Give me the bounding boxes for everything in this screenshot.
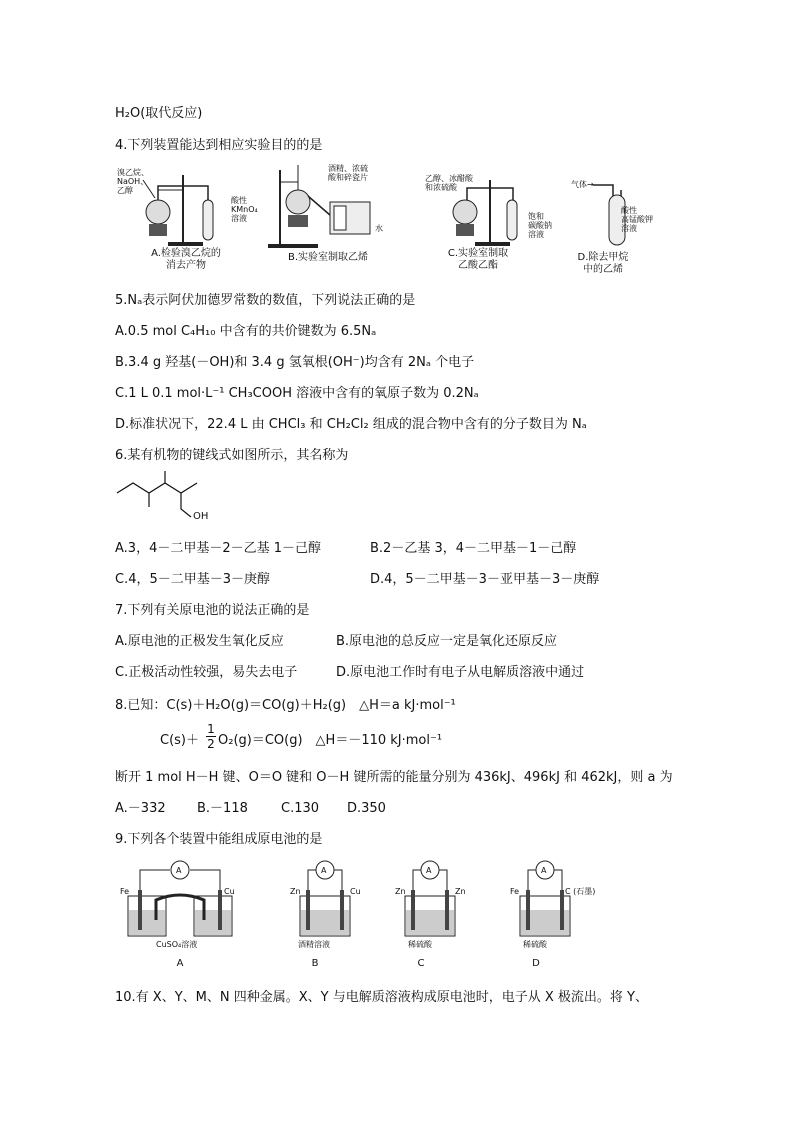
cell-b-left-electrode: Zn xyxy=(290,887,301,896)
cell-a-right-electrode: Cu xyxy=(224,887,235,896)
q8-equation2-left: C(s)＋ xyxy=(160,733,199,748)
q8-option-a: A.－332 xyxy=(115,801,166,816)
ammeter-label: A xyxy=(426,866,432,875)
ammeter-label: A xyxy=(541,866,547,875)
fig4-c-label: 乙醇、冰醋酸 和浓硫酸 xyxy=(425,174,473,192)
question-5: 5.Nₐ表示阿伏加德罗常数的数值，下列说法正确的是 xyxy=(115,293,416,308)
question-8: 8.已知：C(s)＋H₂O(g)＝CO(g)＋H₂(g) △H＝a kJ·mol⁻¹ xyxy=(115,698,456,713)
fig4-a-label: 溴乙烷、 NaOH、 乙醇 xyxy=(117,168,149,195)
question-4: 4.下列装置能达到相应实验目的的是 xyxy=(115,138,323,153)
cell-d-solution: 稀硫酸 xyxy=(523,940,547,949)
apparatus-d-drawing xyxy=(583,160,643,250)
cell-d-caption: D xyxy=(532,958,540,969)
q8-option-c: C.130 xyxy=(281,801,320,816)
cell-b-right-electrode: Cu xyxy=(350,887,361,896)
cell-b-solution: 酒精溶液 xyxy=(298,940,330,949)
hydroxyl-label: OH xyxy=(193,511,209,522)
figure-q9 xyxy=(120,860,600,975)
cell-c-left-electrode: Zn xyxy=(395,887,406,896)
cell-c-right-electrode: Zn xyxy=(455,887,466,896)
fig4-b-label: 酒精、浓硫 酸和碎瓷片 xyxy=(328,164,368,182)
fig4-a-right: 酸性 KMnO₄ 溶液 xyxy=(231,196,258,223)
question-6: 6.某有机物的键线式如图所示，其名称为 xyxy=(115,448,349,463)
fraction-numerator: 1 xyxy=(207,722,215,736)
q7-option-b: B.原电池的总反应一定是氧化还原反应 xyxy=(336,634,558,649)
cell-a-solution: CuSO₄溶液 xyxy=(156,940,198,949)
fig4-b-water: 水 xyxy=(375,224,383,233)
q6-option-b: B.2－乙基 3，4－二甲基－1－己醇 xyxy=(370,541,577,556)
q8-fraction xyxy=(206,722,216,751)
q8-bond-energies: 断开 1 mol H－H 键、O＝O 键和 O－H 键所需的能量分别为 436kJ、496kJ 和 462kJ，则 a 为 xyxy=(115,770,673,785)
q8-option-b: B.－118 xyxy=(197,801,248,816)
q5-option-d: D.标准状况下，22.4 L 由 CHCl₃ 和 CH₂Cl₂ 组成的混合物中含有的分子数目为 Nₐ xyxy=(115,417,587,432)
cell-c-caption: C xyxy=(417,958,425,969)
cell-b-caption: B xyxy=(311,958,319,969)
q7-option-a: A.原电池的正极发生氧化反应 xyxy=(115,634,284,649)
fig4-d-caption: D.除去甲烷 中的乙烯 xyxy=(577,252,629,275)
ammeter-label: A xyxy=(321,866,327,875)
fig4-c-caption: C.实验室制取 乙酸乙酯 xyxy=(447,248,509,271)
q6-option-c: C.4，5－二甲基－3－庚醇 xyxy=(115,572,271,587)
q6-option-d: D.4，5－二甲基－3－亚甲基－3－庚醇 xyxy=(370,572,600,587)
q7-option-d: D.原电池工作时有电子从电解质溶液中通过 xyxy=(336,665,585,680)
q8-equation2-right: O₂(g)＝CO(g) △H＝－110 kJ·mol⁻¹ xyxy=(218,733,443,748)
ammeter-label: A xyxy=(176,866,182,875)
q5-option-a: A.0.5 mol C₄H₁₀ 中含有的共价键数为 6.5Nₐ xyxy=(115,324,377,339)
fig4-a-caption: A.检验溴乙烷的 消去产物 xyxy=(151,248,221,271)
q5-option-c: C.1 L 0.1 mol·L⁻¹ CH₃COOH 溶液中含有的氧原子数为 0.2Nₐ xyxy=(115,386,479,401)
prev-line: H₂O(取代反应) xyxy=(115,106,203,121)
fig4-d-right: 酸性 高锰酸钾 溶液 xyxy=(621,206,653,233)
fig4-b-caption: B.实验室制取乙烯 xyxy=(287,252,369,263)
figure-q4 xyxy=(113,160,673,278)
cell-d-right-electrode: C (石墨) xyxy=(565,887,596,896)
cell-a-caption: A xyxy=(176,958,184,969)
cell-d-left-electrode: Fe xyxy=(510,887,520,896)
question-7: 7.下列有关原电池的说法正确的是 xyxy=(115,603,310,618)
q7-option-c: C.正极活动性较强，易失去电子 xyxy=(115,665,298,680)
q5-option-b: B.3.4 g 羟基(－OH)和 3.4 g 氢氧根(OH⁻)均含有 2Nₐ 个电子 xyxy=(115,355,475,370)
fig4-c-right: 饱和 碳酸钠 溶液 xyxy=(528,212,552,239)
question-9: 9.下列各个装置中能组成原电池的是 xyxy=(115,832,323,847)
question-10: 10.有 X、Y、M、N 四种金属。X、Y 与电解质溶液构成原电池时，电子从 X 极流出。将 Y、 xyxy=(115,990,648,1005)
q8-option-d: D.350 xyxy=(347,801,386,816)
fraction-denominator: 2 xyxy=(207,737,215,751)
cell-a-left-electrode: Fe xyxy=(120,887,130,896)
q6-option-a: A.3，4－二甲基－2－乙基 1－己醇 xyxy=(115,541,322,556)
cell-c-solution: 稀硫酸 xyxy=(408,940,432,949)
fig4-d-gas: 气体→ xyxy=(571,180,594,189)
